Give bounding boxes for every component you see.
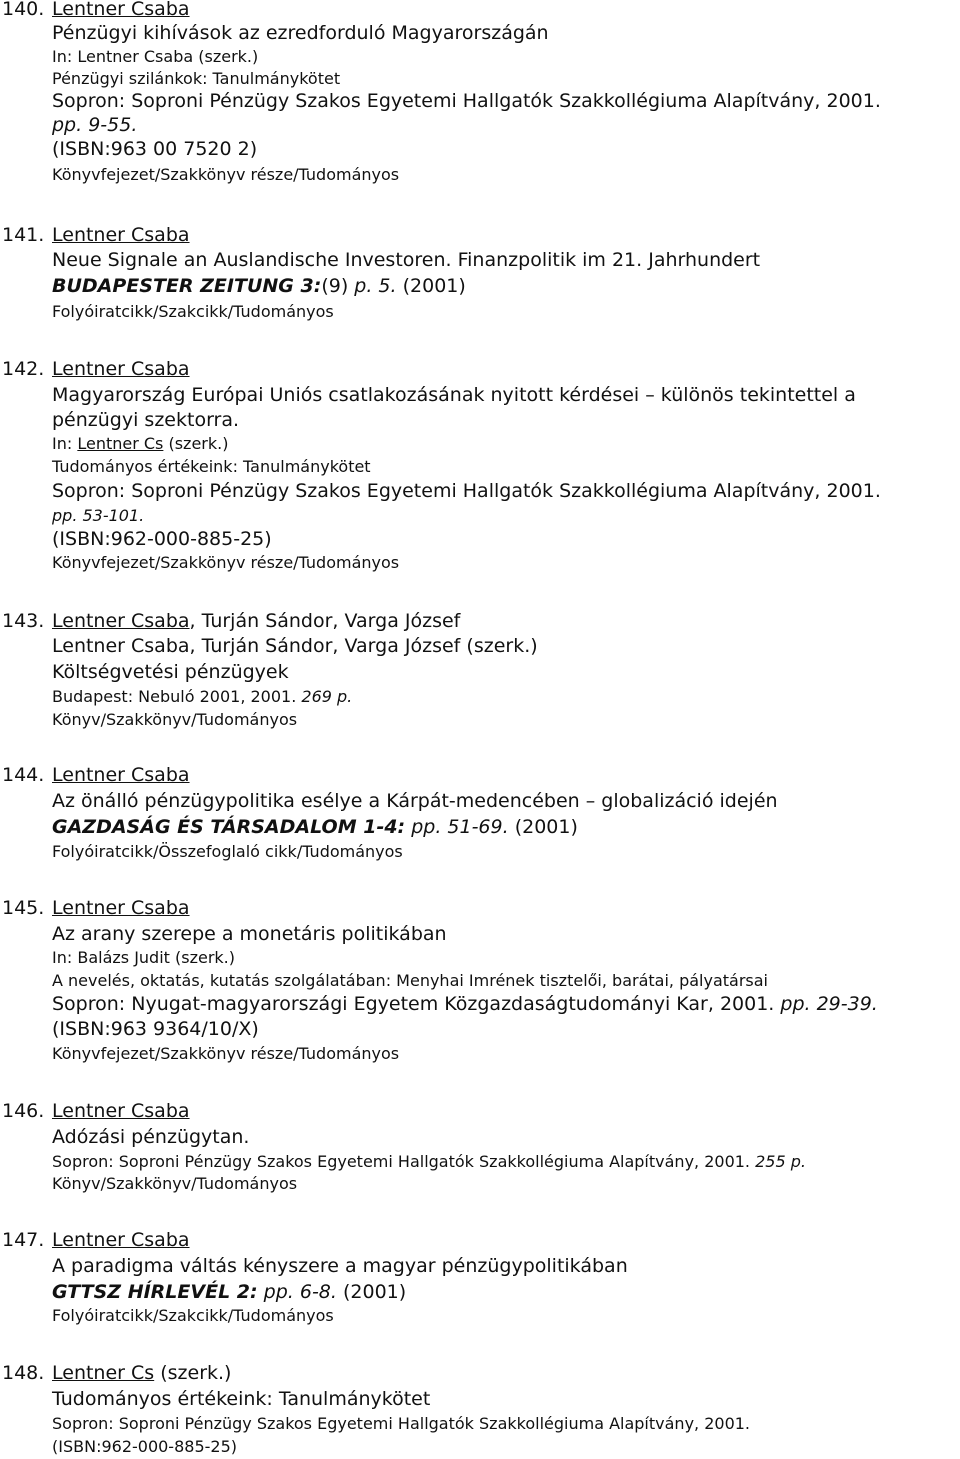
entry-number: 146. [2, 1100, 45, 1122]
editor-link[interactable]: Lentner Cs [52, 1362, 155, 1384]
isbn: (ISBN:963 9364/10/X) [52, 1018, 259, 1040]
chapter-title-line-1: Magyarország Európai Uniós csatlakozásának nyitott kérdései – különös tekintettel a [52, 384, 856, 406]
editor-suffix: (szerk.) [154, 1362, 232, 1384]
year: (2001) [514, 816, 578, 838]
editor-suffix: (szerk.) [193, 47, 259, 66]
publisher: Sopron: Soproni Pénzügy Szakos Egyetemi Hallgatók Szakkollégiuma Alapítvány, 2001. [52, 90, 881, 112]
year: (2001) [342, 1281, 407, 1303]
author-link[interactable]: Lentner Csaba [52, 224, 190, 246]
entry-number: 140. [2, 0, 45, 20]
author-link[interactable]: Lentner Csaba [52, 1229, 190, 1251]
author-link[interactable]: Lentner Csaba [52, 610, 190, 632]
in-prefix: In: [52, 47, 78, 66]
year: (2001) [402, 275, 466, 297]
author-link[interactable]: Lentner Csaba [52, 0, 190, 20]
coauthors: , Turján Sándor, Varga József [189, 610, 461, 632]
pages: pp. 53-101. [52, 506, 145, 525]
pages: pp. 29-39. [780, 993, 878, 1015]
in-editor-line: In: Balázs Judit (szerk.) [52, 948, 235, 967]
chapter-title: Az arany szerepe a monetáris politikában [52, 923, 447, 945]
publisher: Sopron: Soproni Pénzügy Szakos Egyetemi Hallgatók Szakkollégiuma Alapítvány, 2001. [52, 1152, 751, 1171]
publisher: Sopron: Soproni Pénzügy Szakos Egyetemi Hallgatók Szakkollégiuma Alapítvány, 2001. [52, 1414, 751, 1433]
pages: 269 p. [301, 687, 353, 706]
author-link[interactable]: Lentner Csaba [52, 1100, 190, 1122]
book-title: Adózási pénzügytan. [52, 1126, 250, 1148]
book-title: Pénzügyi szilánkok: Tanulmánykötet [52, 69, 341, 88]
entry-number: 141. [2, 224, 45, 246]
author-link[interactable]: Lentner Csaba [52, 897, 190, 919]
publication-type: Könyvfejezet/Szakkönyv része/Tudományos [52, 165, 400, 184]
publication-type: Könyvfejezet/Szakkönyv része/Tudományos [52, 553, 400, 572]
publication-type: Könyv/Szakkönyv/Tudományos [52, 1174, 298, 1193]
isbn: (ISBN:963 00 7520 2) [52, 138, 258, 160]
journal-name: GAZDASÁG ÉS TÁRSADALOM 1-4: [52, 816, 406, 838]
isbn: (ISBN:962-000-885-25) [52, 528, 272, 550]
pages: p. 5. [354, 275, 397, 297]
book-title: Tudományos értékeink: Tanulmánykötet [52, 1388, 431, 1410]
author-link[interactable]: Lentner Csaba [52, 358, 190, 380]
publisher: Sopron: Soproni Pénzügy Szakos Egyetemi Hallgatók Szakkollégiuma Alapítvány, 2001. [52, 480, 881, 502]
publication-type: Könyvfejezet/Szakkönyv része/Tudományos [52, 1044, 400, 1063]
publication-type: Folyóiratcikk/Szakcikk/Tudományos [52, 302, 334, 321]
issue: (9) [321, 275, 349, 297]
editor-suffix: (szerk.) [163, 434, 229, 453]
article-title: Az önálló pénzügypolitika esélye a Kárpát-medencében – globalizáció idején [52, 790, 778, 812]
article-title: A paradigma váltás kényszere a magyar pénzügypolitikában [52, 1255, 628, 1277]
book-title: Költségvetési pénzügyek [52, 661, 289, 683]
entry-number: 148. [2, 1362, 45, 1384]
pages: pp. 6-8. [263, 1281, 337, 1303]
entry-number: 142. [2, 358, 45, 380]
book-title: Tudományos értékeink: Tanulmánykötet [52, 457, 371, 476]
editors: Lentner Csaba, Turján Sándor, Varga József (szerk.) [52, 635, 538, 657]
pages: pp. 9-55. [52, 114, 138, 136]
isbn: (ISBN:962-000-885-25) [52, 1437, 237, 1456]
chapter-title: Pénzügyi kihívások az ezredforduló Magyarországán [52, 22, 549, 44]
publication-type: Folyóiratcikk/Szakcikk/Tudományos [52, 1306, 334, 1325]
pages: 255 p. [755, 1152, 806, 1171]
journal-name: BUDAPESTER ZEITUNG 3: [52, 275, 322, 297]
editor-link[interactable]: Lentner Cs [77, 434, 164, 453]
publication-type: Könyv/Szakkönyv/Tudományos [52, 710, 298, 729]
entry-number: 144. [2, 764, 45, 786]
editor-name: Lentner Csaba [77, 47, 194, 66]
publisher: Budapest: Nebuló 2001, 2001. [52, 687, 297, 706]
author-link[interactable]: Lentner Csaba [52, 764, 190, 786]
chapter-title-line-2: pénzügyi szektorra. [52, 409, 240, 431]
in-prefix: In: [52, 434, 78, 453]
book-title: A nevelés, oktatás, kutatás szolgálatában: Menyhai Imrének tisztelői, barátai, pályatársai [52, 971, 768, 990]
publisher: Sopron: Nyugat-magyarországi Egyetem Közgazdaságtudományi Kar, 2001. [52, 993, 775, 1015]
article-title: Neue Signale an Auslandische Investoren. Finanzpolitik im 21. Jahrhundert [52, 249, 761, 271]
publication-type: Folyóiratcikk/Összefoglaló cikk/Tudományos [52, 842, 403, 861]
entry-number: 147. [2, 1229, 45, 1251]
entry-number: 145. [2, 897, 45, 919]
journal-name: GTTSZ HÍRLEVÉL 2: [52, 1281, 258, 1303]
pages: pp. 51-69. [411, 816, 509, 838]
entry-number: 143. [2, 610, 45, 632]
